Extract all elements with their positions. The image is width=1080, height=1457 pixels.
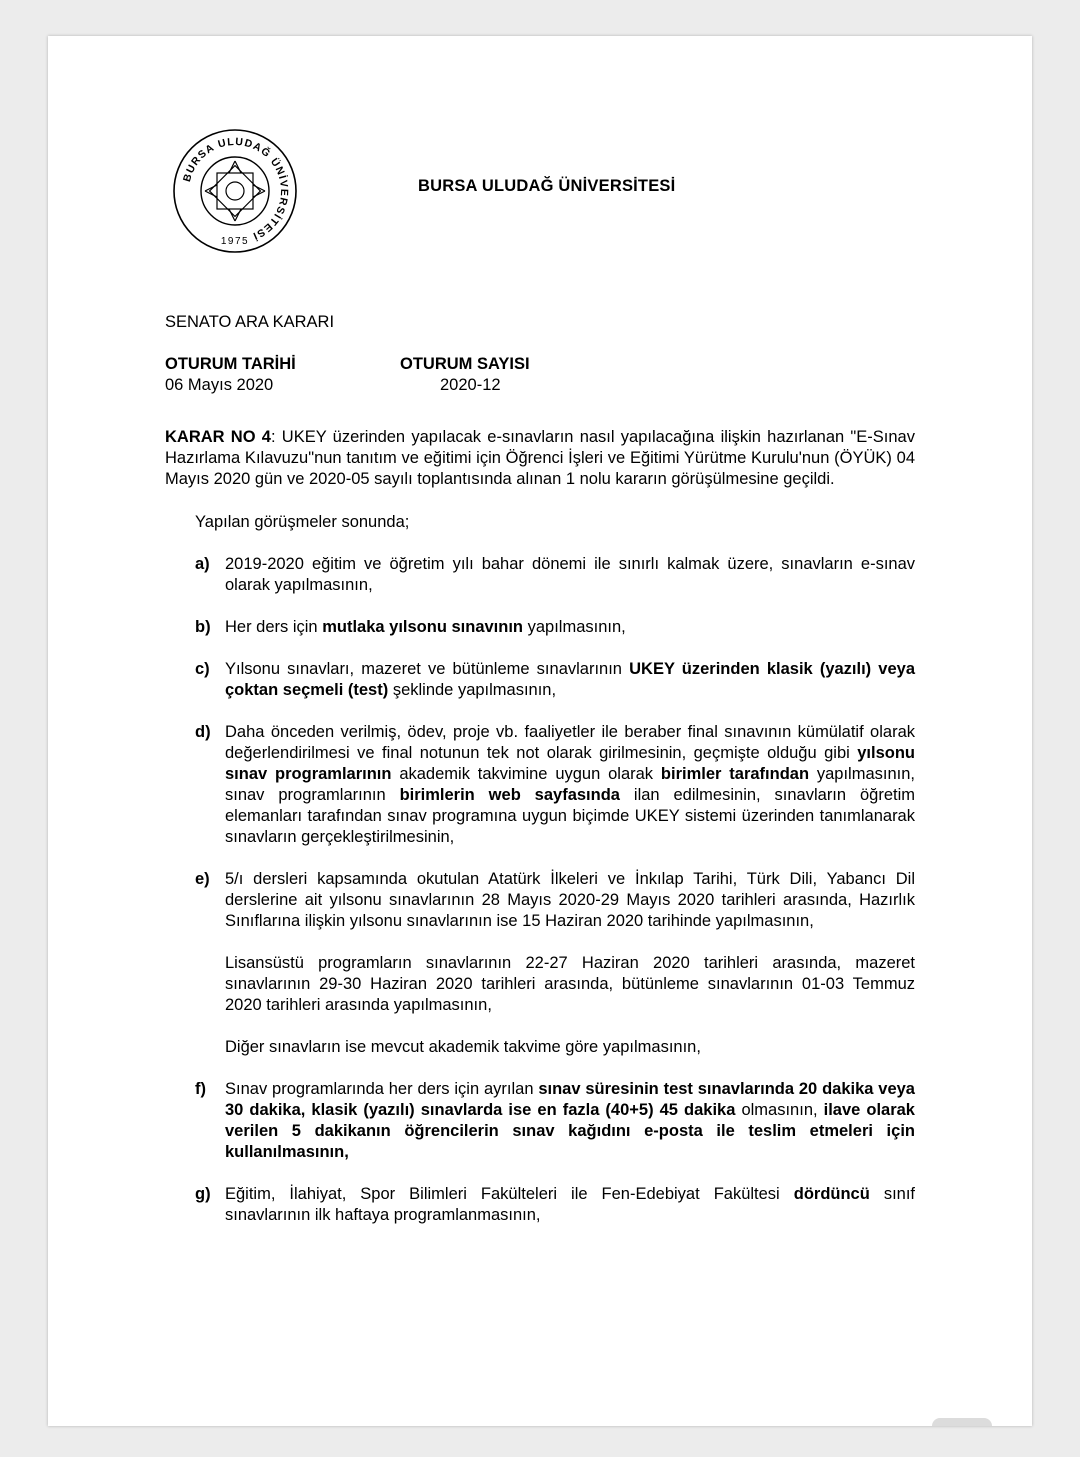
list-item-text <box>225 659 915 701</box>
text-segment: akademik takvimine uygun olarak <box>391 765 661 783</box>
text-segment: Eğitim, İlahiyat, Spor Bilimleri Fakülteleri ile Fen-Edebiyat Fakültesi <box>225 1185 794 1203</box>
list-item-text <box>225 554 915 596</box>
session-date-label: OTURUM TARİHİ <box>165 355 296 373</box>
document-type: SENATO ARA KARARI <box>165 313 335 331</box>
list-item <box>165 869 915 1058</box>
decision-text: : UKEY üzerinden yapılacak e-sınavların nasıl yapılacağına ilişkin hazırlanan "E-Sınav Hazırlama Kılavuzu"nun tanıtım ve eğitimi için Öğrenci İşleri ve Eğitimi Yürütme Kurulu'nun (ÖYÜK) 04 Mayıs 2020 gün ve 2020-05 sayılı toplantısında alınan 1 nolu kararın görüşülmesine geçildi. <box>165 428 915 488</box>
list-item-label: c) <box>195 660 210 678</box>
session-number-value: 2020-12 <box>440 376 501 394</box>
university-name: BURSA ULUDAĞ ÜNİVERSİTESİ <box>418 177 676 195</box>
emphasized-text: ilave olarak verilen 5 dakikanın öğrencilerin sınav kağıdını e-posta ile teslim etmeleri için kullanılmasının, <box>225 1101 915 1161</box>
text-segment: Diğer sınavların ise mevcut akademik takvime göre yapılmasının, <box>225 1038 701 1056</box>
university-seal-logo <box>172 128 298 254</box>
text-segment: 2019-2020 eğitim ve öğretim yılı bahar dönemi ile sınırlı kalmak üzere, sınavların e-sınav olarak yapılmasının, <box>225 555 915 594</box>
emphasized-text: birimlerin web sayfasında <box>399 786 620 804</box>
emphasized-text: yılsonu sınav programlarının <box>225 744 915 783</box>
list-item <box>165 554 915 596</box>
text-segment: Her ders için <box>225 618 323 636</box>
text-segment: ilan edilmesinin, sınavların öğretim elemanları tarafından sınav programına uygun biçimde UKEY sistemi üzerinden tanımlanarak sınavların gerçekleştirilmesinin, <box>225 786 916 846</box>
seal-text: BURSA ULUDAĞ ÜNİVERSİTESİ <box>180 135 291 243</box>
session-info <box>165 354 915 396</box>
list-item-label: e) <box>195 870 210 888</box>
text-segment: Yılsonu sınavları, mazeret ve bütünleme sınavlarının <box>225 660 630 678</box>
emphasized-text: UKEY üzerinden klasik (yazılı) veya çoktan seçmeli (test) <box>225 660 915 699</box>
emphasized-text: mutlaka yılsonu sınavının <box>322 618 524 636</box>
list-item-label: b) <box>195 618 211 636</box>
list-item-text <box>225 722 915 848</box>
emphasized-text: sınav süresinin test sınavlarında 20 dakika veya 30 dakika, klasik (yazılı) sınavlarda ise en fazla (40+5) 45 dakika <box>225 1080 915 1119</box>
text-segment: Lisansüstü programların sınavlarının 22-27 Haziran 2020 tarihleri arasında, mazeret sınavlarının 29-30 Haziran 2020 tarihleri arasında, bütünleme sınavlarının 01-03 Temmuz 2020 tarihleri arasında yapılmasının, <box>225 954 915 1014</box>
list-item-paragraph <box>225 869 915 932</box>
list-item-paragraph <box>225 1184 915 1226</box>
list-item-text <box>225 617 915 638</box>
list-item-label: d) <box>195 723 211 741</box>
text-segment: 5/ı dersleri kapsamında okutulan Atatürk İlkeleri ve İnkılap Tarihi, Türk Dili, Yabancı Dil derslerine ait yılsonu sınavlarının 28 Mayıs 2020-29 Mayıs 2020 tarihleri arasında, Hazırlık Sınıflarına ilişkin yılsonu sınavlarının ise 15 Haziran 2020 tarihinde yapılmasının, <box>225 870 915 930</box>
list-item-label: a) <box>195 555 210 573</box>
session-number-label: OTURUM SAYISI <box>400 355 530 373</box>
text-segment: olmasının, <box>735 1101 824 1119</box>
text-segment: şeklinde yapılmasının, <box>388 681 557 699</box>
list-item-paragraph <box>225 1037 915 1058</box>
text-segment: Daha önceden verilmiş, ödev, proje vb. faaliyetler ile beraber final sınavının kümülatif olarak değerlendirilmesi ve final notunun tek not olarak girilmesinin, geçmişte olduğu gibi <box>225 723 915 762</box>
list-item <box>165 617 915 638</box>
list-item <box>165 722 915 848</box>
page-corner-decoration <box>932 1418 992 1426</box>
document-page <box>48 36 1032 1426</box>
list-item <box>165 1184 915 1226</box>
emphasized-text: birimler tarafından <box>660 765 810 783</box>
text-segment: Sınav programlarında her ders için ayrılan <box>225 1080 539 1098</box>
list-item-paragraph <box>225 953 915 1016</box>
geometric-star-emblem <box>205 161 265 221</box>
list-item-paragraph <box>225 659 915 701</box>
list-item-label: g) <box>195 1185 211 1203</box>
list-item-text <box>225 869 915 1058</box>
decision-label: KARAR NO 4 <box>165 428 271 446</box>
text-segment: sınıf sınavlarının ilk haftaya programlanmasının, <box>225 1185 915 1224</box>
text-segment: yapılmasının, <box>523 618 626 636</box>
list-item-paragraph <box>225 722 915 848</box>
decision-items-list <box>165 554 915 1226</box>
list-item-text <box>225 1079 915 1163</box>
document-body <box>165 312 915 1226</box>
list-item-paragraph <box>225 1079 915 1163</box>
emphasized-text: dördüncü <box>793 1185 870 1203</box>
list-item-label: f) <box>195 1080 206 1098</box>
list-item-paragraph <box>225 554 915 596</box>
decision-paragraph <box>165 427 915 490</box>
intro-text: Yapılan görüşmeler sonunda; <box>195 513 410 531</box>
list-item <box>165 1079 915 1163</box>
list-item-text <box>225 1184 915 1226</box>
seal-year: 1975 <box>220 236 250 247</box>
list-item-paragraph <box>225 617 915 638</box>
text-segment: yapılmasının, sınav programlarının <box>225 765 916 804</box>
list-item <box>165 659 915 701</box>
svg-text:BURSA ULUDAĞ ÜNİVERSİTESİ <box>181 136 290 243</box>
session-date-value: 06 Mayıs 2020 <box>165 376 274 394</box>
